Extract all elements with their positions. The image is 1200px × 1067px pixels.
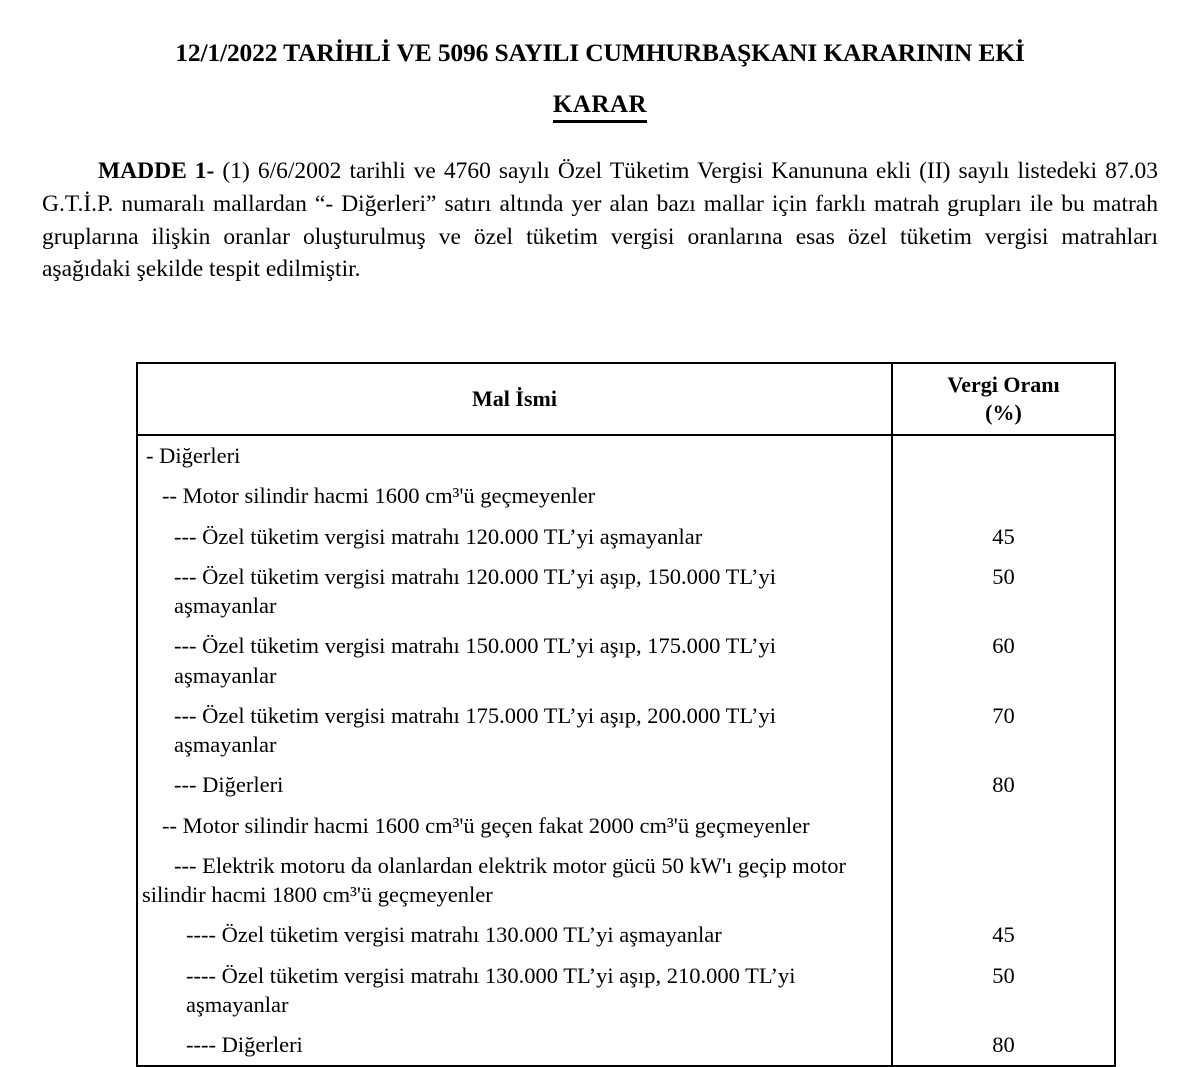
goods-name-cell: -- Motor silindir hacmi 1600 cm³'ü geçmeyenler <box>162 483 596 509</box>
table-row <box>137 696 1115 766</box>
column-header-tax-rate <box>892 363 1115 435</box>
table-row <box>137 915 1115 955</box>
column-header-goods-name: Mal İsmi <box>137 363 892 435</box>
goods-name-cell-container <box>137 435 892 476</box>
goods-name-cell-container <box>137 956 892 1026</box>
goods-name-cell: - Diğerleri <box>146 443 241 468</box>
table-header <box>137 363 1115 435</box>
tax-rate-table <box>136 362 1116 1067</box>
tax-rate-table-container <box>136 362 1114 1067</box>
table-row <box>137 517 1115 557</box>
table-row <box>137 956 1115 1026</box>
article-label: MADDE 1- <box>98 157 215 184</box>
goods-name-cell-container <box>137 1025 892 1066</box>
goods-name-cell-container <box>137 557 892 627</box>
goods-name-cell-container <box>137 915 892 955</box>
table-row <box>137 806 1115 846</box>
article-text: (1) 6/6/2002 tarihli ve 4760 sayılı Özel Tüketim Vergisi Kanununa ekli (II) sayılı listedeki 87.03 G.T.İ.P. numaralı mallardan “- Diğerleri” satırı altında yer alan bazı mallar için farklı matrah grupları ile bu matrah gruplarına ilişkin oranlar oluşturulmuş ve özel tüketim vergisi oranlarına esas özel tüketim vergisi matrahları aşağıdaki şekilde tespit edilmiştir. <box>42 157 1158 283</box>
tax-rate-cell: 80 <box>992 1032 1015 1057</box>
tax-rate-cell: 60 <box>992 633 1015 659</box>
tax-rate-cell <box>892 806 1115 846</box>
tax-rate-cell: 50 <box>992 563 1015 589</box>
table-row <box>137 435 1115 476</box>
goods-name-cell: --- Özel tüketim vergisi matrahı 120.000 TL’yi aşıp, 150.000 TL’yi aşmayanlar <box>174 563 777 618</box>
tax-rate-cell <box>892 435 1115 476</box>
table-row <box>137 626 1115 696</box>
table-body <box>137 435 1115 1066</box>
goods-name-cell-container <box>137 806 892 846</box>
goods-name-cell: --- Özel tüketim vergisi matrahı 175.000 TL’yi aşıp, 200.000 TL’yi aşmayanlar <box>174 702 777 757</box>
goods-name-cell-container <box>137 626 892 696</box>
tax-rate-cell <box>892 476 1115 516</box>
document-subtitle: KARAR <box>553 91 647 123</box>
goods-name-cell: ---- Özel tüketim vergisi matrahı 130.000 TL’yi aşmayanlar <box>186 922 722 948</box>
subtitle-container <box>0 67 1200 123</box>
article-paragraph <box>0 123 1200 287</box>
tax-rate-cell: 45 <box>992 523 1015 549</box>
tax-rate-cell: 70 <box>992 702 1015 728</box>
tax-rate-cell: 80 <box>992 772 1015 798</box>
table-row <box>137 846 1115 916</box>
column-header-tax-rate-line1: Vergi Oranı <box>947 371 1060 397</box>
goods-name-cell-container <box>137 696 892 766</box>
tax-rate-cell: 50 <box>992 962 1015 988</box>
tax-rate-cell: 45 <box>992 922 1015 948</box>
goods-name-cell: ---- Diğerleri <box>186 1032 303 1057</box>
goods-name-cell: --- Elektrik motoru da olanlardan elektrik motor gücü 50 kW'ı geçip motor silindir hacmi 1800 cm³'ü geçmeyenler <box>142 852 846 907</box>
goods-name-cell: --- Özel tüketim vergisi matrahı 120.000 TL’yi aşmayanlar <box>174 523 703 549</box>
table-row <box>137 476 1115 516</box>
page-title: 12/1/2022 TARİHLİ VE 5096 SAYILI CUMHURBAŞKANI KARARININ EKİ <box>175 38 1025 67</box>
goods-name-cell-container <box>137 765 892 805</box>
goods-name-cell: --- Özel tüketim vergisi matrahı 150.000 TL’yi aşıp, 175.000 TL’yi aşmayanlar <box>174 633 777 688</box>
goods-name-cell-container <box>137 517 892 557</box>
goods-name-cell: ---- Özel tüketim vergisi matrahı 130.000 TL’yi aşıp, 210.000 TL’yi aşmayanlar <box>186 962 796 1017</box>
goods-name-cell: -- Motor silindir hacmi 1600 cm³'ü geçen fakat 2000 cm³'ü geçmeyenler <box>162 812 810 838</box>
table-header-row <box>137 363 1115 435</box>
tax-rate-cell <box>892 846 1115 916</box>
goods-name-cell: --- Diğerleri <box>174 772 284 798</box>
goods-name-cell-container <box>137 476 892 516</box>
table-row <box>137 765 1115 805</box>
table-row <box>137 557 1115 627</box>
table-row <box>137 1025 1115 1066</box>
goods-name-cell-container <box>137 846 892 916</box>
column-header-tax-rate-line2: (%) <box>985 400 1022 425</box>
